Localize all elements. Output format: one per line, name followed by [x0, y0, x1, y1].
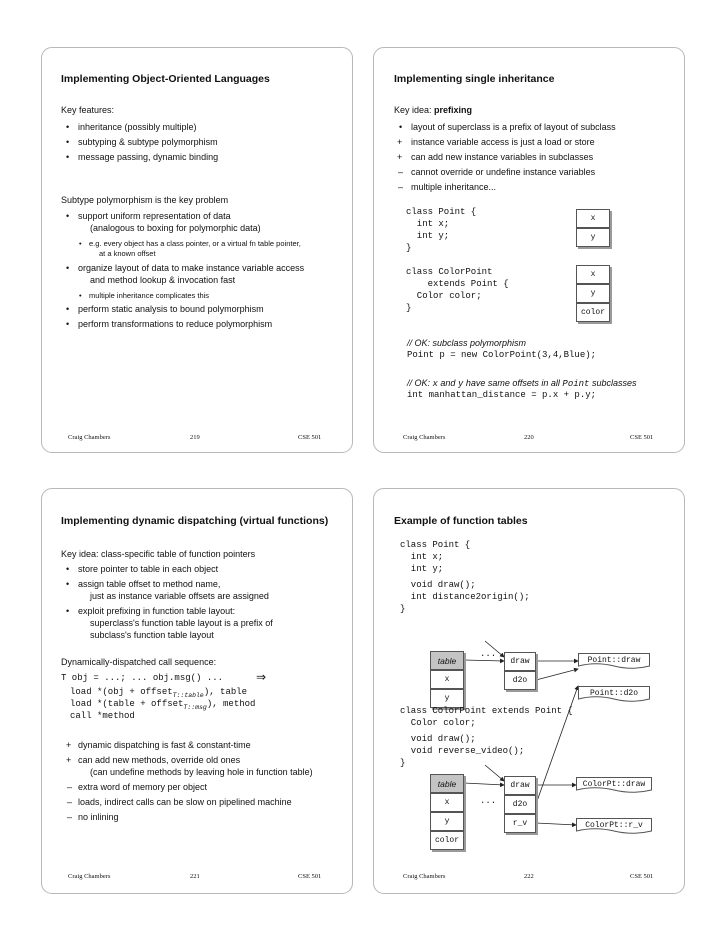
bullet-text: (analogous to boxing for polymorphic data) — [90, 223, 261, 233]
vtable-cell-d2o: d2o — [504, 795, 536, 814]
bullet: • — [399, 122, 403, 132]
bullet-text: message passing, dynamic binding — [78, 152, 219, 162]
plus-marker: + — [397, 152, 403, 162]
code-line: class ColorPoint extends Point { — [400, 706, 573, 716]
bullet-text: exploit prefixing in function table layout: — [78, 606, 236, 616]
minus-marker: – — [398, 167, 404, 177]
bullet: • — [79, 291, 82, 300]
function-label: ColorPt::draw — [582, 780, 646, 789]
comment-line: // OK: subclass polymorphism — [407, 338, 527, 348]
bullet: • — [66, 152, 70, 162]
code-line: void reverse_video(); — [400, 746, 525, 756]
bullet-text: no inlining — [78, 812, 119, 822]
bullet-text: (can undefine methods by leaving hole in function table) — [90, 767, 313, 777]
function-label: Point::draw — [587, 656, 641, 665]
bullet: • — [66, 564, 70, 574]
bullet-text: can add new methods, override old ones — [78, 755, 241, 765]
slide-221 — [41, 488, 353, 894]
vtable-cell-draw: draw — [504, 652, 536, 671]
bullet-text: superclass's function table layout is a prefix of — [90, 618, 273, 628]
bullet: • — [66, 579, 70, 589]
comment-code-y: y — [457, 379, 464, 389]
code-subscript: T::table — [172, 691, 204, 699]
code-line: class ColorPoint — [406, 267, 493, 277]
slide-222 — [373, 488, 685, 894]
code-line: int x; — [406, 219, 450, 229]
code-line: int manhattan_distance = p.x + p.y; — [407, 390, 597, 400]
vtable-cell-r-v: r_v — [504, 814, 536, 833]
bullet-text: assign table offset to method name, — [78, 579, 221, 589]
object-cell-y: y — [430, 689, 464, 708]
slide-219 — [41, 47, 353, 453]
bullet-text: store pointer to table in each object — [78, 564, 219, 574]
code-line: int distance2origin(); — [400, 592, 530, 602]
section-heading: Subtype polymorphism is the key problem — [61, 195, 229, 205]
bullet-text: inheritance (possibly multiple) — [78, 122, 197, 132]
function-box — [578, 686, 650, 704]
bullet: • — [66, 263, 70, 273]
bullet-text: dynamic dispatching is fast & constant-time — [78, 740, 251, 750]
implies-arrow: ⇒ — [256, 670, 267, 684]
code-line: int y; — [400, 564, 444, 574]
footer-author: Craig Chambers — [68, 434, 111, 441]
code-line: T obj = ...; ... obj.msg() ... — [61, 673, 224, 683]
bullet: • — [66, 319, 70, 329]
key-idea-label: Key idea: — [394, 105, 435, 115]
bullet-text: instance variable access is just a load or store — [411, 137, 595, 147]
object-cell-x: x — [430, 793, 464, 812]
bullet-text: perform transformations to reduce polymorphism — [78, 319, 273, 329]
code-line: class Point { — [400, 540, 471, 550]
bullet-text: subclass's function table layout — [90, 630, 214, 640]
comment-code-x: x — [432, 379, 438, 389]
comment-part: subclasses — [589, 378, 637, 388]
footer-page: 220 — [524, 434, 534, 441]
plus-marker: + — [397, 137, 403, 147]
bullet-text: can add new instance variables in subclasses — [411, 152, 594, 162]
vtable-cell-draw: draw — [504, 776, 536, 795]
code-line — [70, 687, 247, 699]
code-line: Color color; — [406, 291, 482, 301]
bullet-text: perform static analysis to bound polymorphism — [78, 304, 264, 314]
section-heading: Dynamically-dispatched call sequence: — [61, 657, 217, 667]
comment-line — [407, 378, 636, 389]
function-box — [576, 777, 652, 795]
code-line: int y; — [406, 231, 450, 241]
bullet-text: loads, indirect calls can be slow on pipelined machine — [78, 797, 292, 807]
code-line: } — [400, 604, 406, 614]
footer-page: 222 — [524, 873, 534, 880]
code-line: } — [400, 758, 406, 768]
bullet: • — [66, 211, 70, 221]
footer-course: CSE 501 — [630, 434, 654, 441]
slide-title: Implementing Object-Oriented Languages — [61, 73, 270, 85]
code-line: int x; — [400, 552, 444, 562]
bullet-text: extra word of memory per object — [78, 782, 208, 792]
code-part: load *(table + offset — [70, 699, 184, 709]
plus-marker: + — [66, 740, 72, 750]
object-cell-table: table — [430, 651, 464, 670]
code-line — [70, 699, 255, 711]
slide-title: Example of function tables — [394, 515, 528, 527]
footer-course: CSE 501 — [298, 873, 322, 880]
ellipsis: ... — [480, 649, 497, 659]
bullet-text: organize layout of data to make instance variable access — [78, 263, 305, 273]
bullet-text: multiple inheritance... — [411, 182, 497, 192]
bullet-text: and method lookup & invocation fast — [90, 275, 236, 285]
function-box — [578, 653, 650, 671]
function-box — [576, 818, 652, 836]
footer-page: 219 — [190, 434, 200, 441]
vtable-cell-d2o: d2o — [504, 671, 536, 690]
bullet-text: layout of superclass is a prefix of layout of subclass — [411, 122, 616, 132]
code-part: ), table — [203, 687, 248, 697]
layout-box-y: y — [576, 228, 610, 247]
layout-box-x: x — [576, 209, 610, 228]
bullet: • — [66, 137, 70, 147]
key-idea-line: Key idea: class-specific table of function pointers — [61, 549, 256, 559]
footer-author: Craig Chambers — [68, 873, 111, 880]
minus-marker: – — [67, 812, 73, 822]
function-label: Point::d2o — [589, 689, 638, 698]
layout-box-x: x — [576, 265, 610, 284]
slide-220 — [373, 47, 685, 453]
comment-part: // OK: — [407, 378, 433, 388]
code-line: call *method — [70, 711, 135, 721]
footer-author: Craig Chambers — [403, 873, 446, 880]
footer-course: CSE 501 — [298, 434, 322, 441]
code-line: extends Point { — [406, 279, 509, 289]
object-cell-x: x — [430, 670, 464, 689]
code-line: Color color; — [400, 718, 476, 728]
slide-title: Implementing single inheritance — [394, 73, 555, 85]
code-part: ), method — [206, 699, 256, 709]
bullet: • — [66, 122, 70, 132]
bullet: • — [66, 606, 70, 616]
code-line: class Point { — [406, 207, 477, 217]
bullet-text: support uniform representation of data — [78, 211, 231, 221]
bullet-text: cannot override or undefine instance variables — [411, 167, 596, 177]
slide-title: Implementing dynamic dispatching (virtual functions) — [61, 515, 329, 527]
minus-marker: – — [398, 182, 404, 192]
footer-author: Craig Chambers — [403, 434, 446, 441]
code-line: } — [406, 243, 412, 253]
subbullet-text: at a known offset — [99, 249, 156, 258]
bullet: • — [66, 304, 70, 314]
ellipsis: ... — [480, 796, 497, 806]
code-part: load *(obj + offset — [70, 687, 173, 697]
comment-part: have same offsets in all — [463, 378, 563, 388]
object-cell-y: y — [430, 812, 464, 831]
key-features-label: Key features: — [61, 105, 115, 115]
code-line: } — [406, 303, 412, 313]
footer-course: CSE 501 — [630, 873, 654, 880]
subbullet-text: e.g. every object has a class pointer, or a virtual fn table pointer, — [89, 239, 301, 248]
comment-part: and — [437, 378, 458, 388]
minus-marker: – — [67, 797, 73, 807]
code-subscript: T::msg — [183, 703, 207, 711]
code-line: Point p = new ColorPoint(3,4,Blue); — [407, 350, 597, 360]
subbullet-text: multiple inheritance complicates this — [89, 291, 210, 300]
code-line: void draw(); — [400, 734, 476, 744]
minus-marker: – — [67, 782, 73, 792]
bullet-text: just as instance variable offsets are assigned — [90, 591, 269, 601]
key-idea-line — [394, 105, 472, 115]
comment-code-point: Point — [562, 379, 590, 389]
key-idea-term: prefixing — [434, 105, 473, 115]
footer-page: 221 — [190, 873, 200, 880]
layout-box-color: color — [576, 303, 610, 322]
function-label: ColorPt::r_v — [585, 821, 643, 830]
layout-box-y: y — [576, 284, 610, 303]
bullet: • — [79, 239, 82, 248]
plus-marker: + — [66, 755, 72, 765]
code-line: void draw(); — [400, 580, 476, 590]
object-cell-table: table — [430, 774, 464, 793]
object-cell-color: color — [430, 831, 464, 850]
bullet-text: subtyping & subtype polymorphism — [78, 137, 218, 147]
